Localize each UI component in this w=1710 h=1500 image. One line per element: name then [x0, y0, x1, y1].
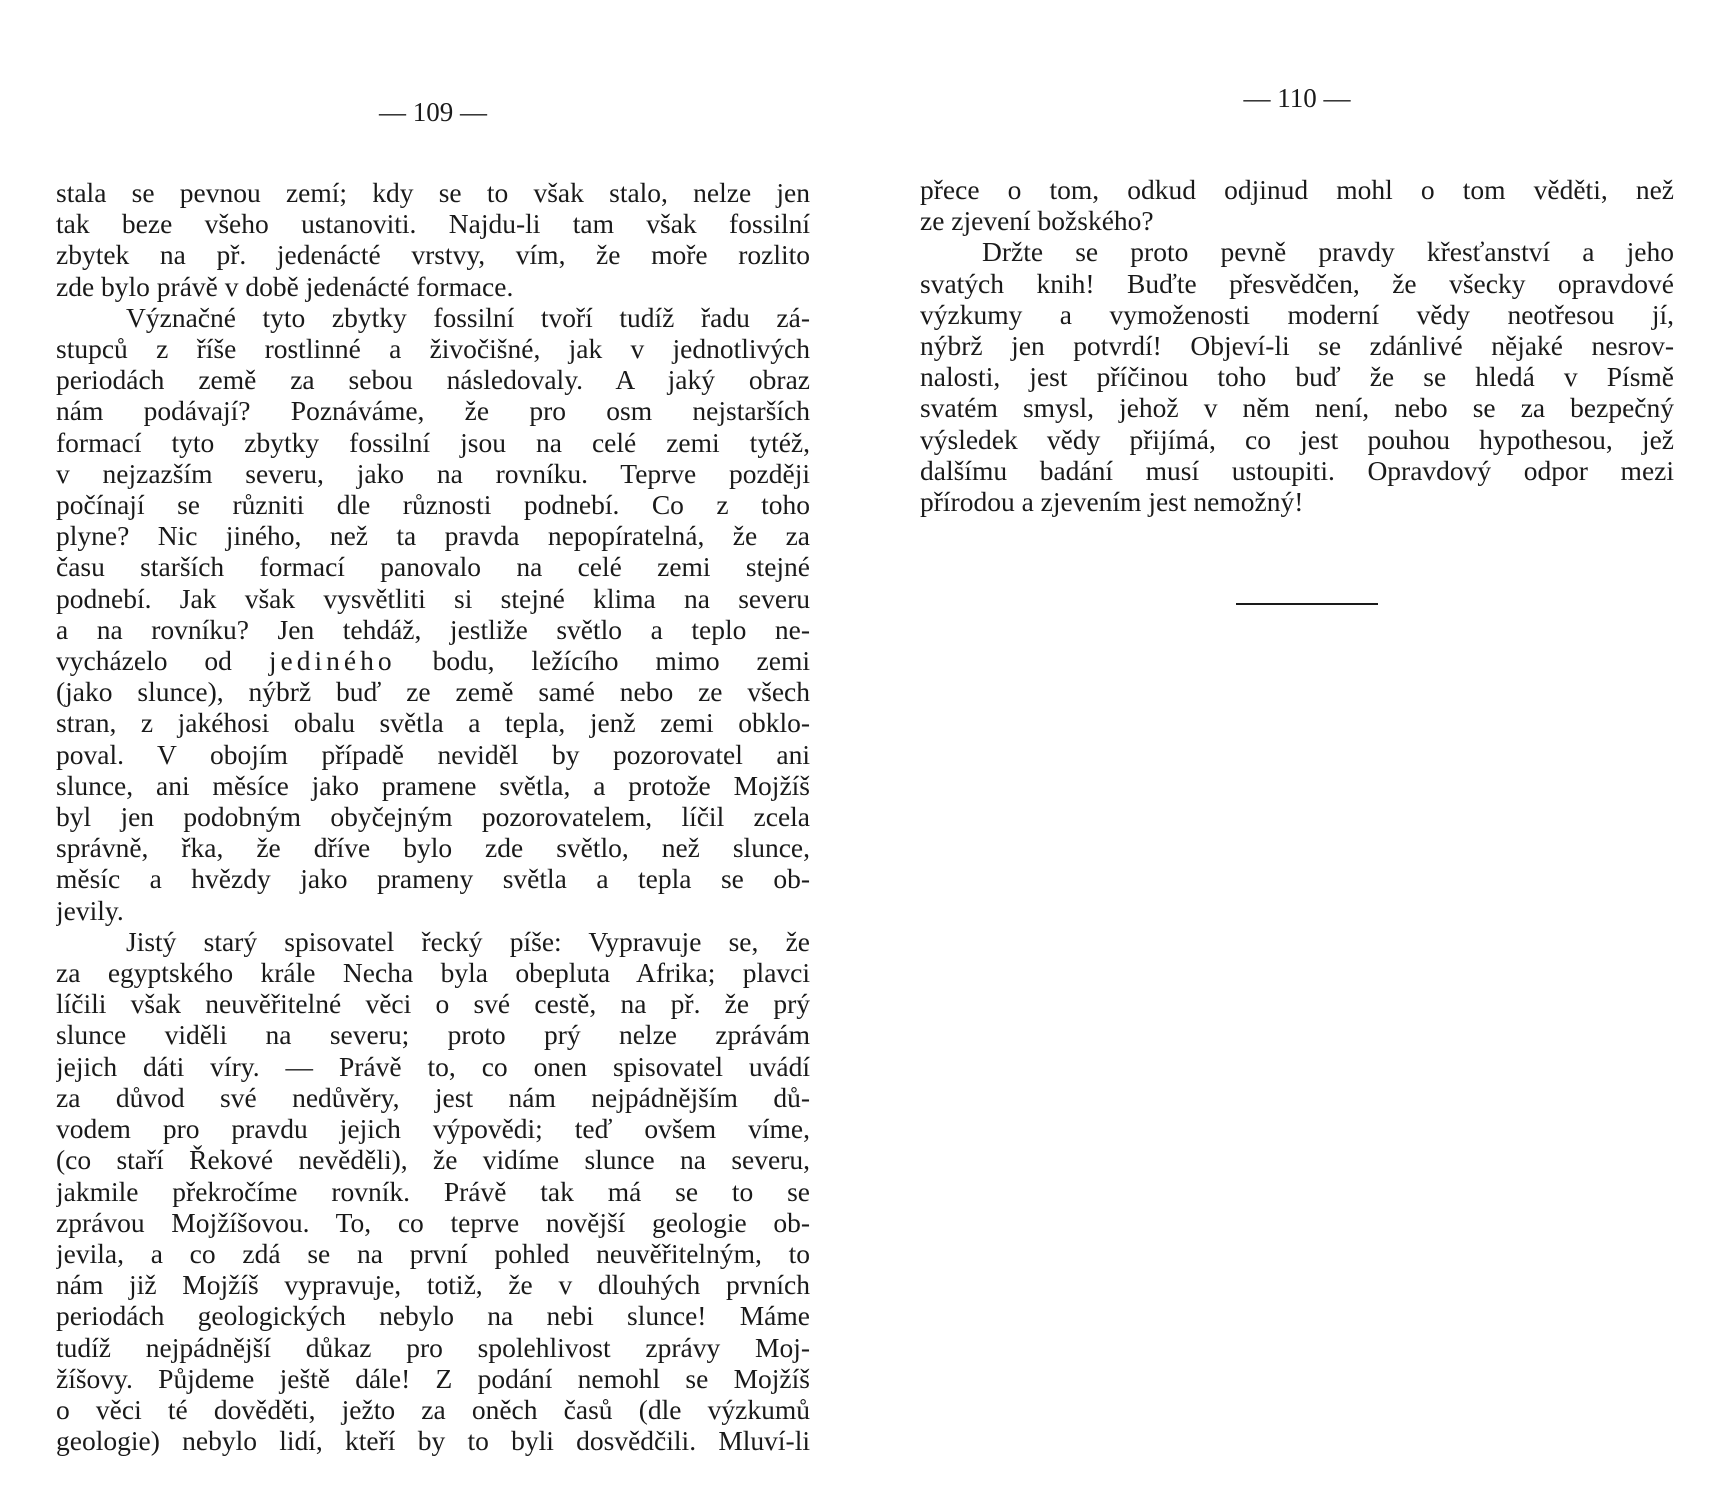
- text-line: formací tyto zbytky fossilní jsou na celé zemi tytéž,: [56, 426, 810, 458]
- text-line: zprávou Mojžíšovou. To, co teprve novější geologie ob-: [56, 1206, 810, 1238]
- text-line: stupců z říše rostlinné a živočišné, jak v jednotlivých: [56, 333, 810, 365]
- text-line: nám podávají? Poznáváme, že pro osm nejstarších: [56, 395, 810, 427]
- text-line: slunce, ani měsíce jako pramene světla, a protože Mojžíš: [56, 769, 810, 801]
- text-line: jevily.: [56, 894, 124, 926]
- page-number-left: — 109 —: [379, 97, 487, 127]
- paragraph-start-line: Význačné tyto zbytky fossilní tvoří tudíž řadu zá-: [126, 301, 810, 333]
- text-line: přírodou a zjevením jest nemožný!: [920, 486, 1304, 518]
- text-line-emphasis: [56, 645, 810, 676]
- text-line: správně, řka, že dříve bylo zde světlo, než slunce,: [56, 832, 810, 864]
- text-line: výsledek vědy přijímá, co jest pouhou hypothesou, jež: [920, 423, 1674, 455]
- text-line: nalosti, jest příčinou toho buď že se hledá v Písmě: [920, 361, 1674, 393]
- right-page: [920, 0, 1674, 605]
- text-line: periodách geologických nebylo na nebi slunce! Máme: [56, 1300, 810, 1332]
- text-line: (co staří Řekové nevěděli), že vidíme slunce na severu,: [56, 1144, 810, 1176]
- text-line: jakmile překročíme rovník. Právě tak má se to se: [56, 1175, 810, 1207]
- text-line: zde bylo právě v době jedenácté formace.: [56, 270, 514, 302]
- text-line: počínají se různiti dle různosti podnebí. Co z toho: [56, 489, 810, 521]
- text-line: měsíc a hvězdy jako prameny světla a tepla se ob-: [56, 863, 810, 895]
- text-segment: vycházelo od: [56, 645, 232, 677]
- text-line: o věci té dověděti, ježto za oněch časů (dle výzkumů: [56, 1393, 810, 1425]
- text-line: tudíž nejpádnější důkaz pro spolehlivost zprávy Moj-: [56, 1331, 810, 1363]
- text-line: přece o tom, odkud odjinud mohl o tom věděti, než: [920, 174, 1674, 205]
- text-line: slunce viděli na severu; proto prý nelze zprávám: [56, 1019, 810, 1051]
- paragraph-start-line: Jistý starý spisovatel řecký píše: Vypravuje se, že: [126, 925, 810, 957]
- text-line: a na rovníku? Jen tehdáž, jestliže světlo a teplo ne-: [56, 613, 810, 645]
- emphasized-word: jediného: [268, 645, 396, 677]
- text-line: zbytek na př. jedenácté vrstvy, vím, že moře rozlito: [56, 239, 810, 271]
- text-line: podnebí. Jak však vysvětliti si stejné klima na severu: [56, 582, 810, 614]
- text-line: svatých knih! Buďte přesvědčen, že všecky opravdové: [920, 267, 1674, 299]
- text-line: plyne? Nic jiného, než ta pravda nepopíratelná, že za: [56, 520, 810, 552]
- section-end-rule: [1236, 603, 1378, 605]
- text-line: nám již Mojžíš vypravuje, totiž, že v dlouhých prvních: [56, 1269, 810, 1301]
- text-line: geologie) nebylo lidí, kteří by to byli dosvědčili. Mluví-li: [56, 1425, 810, 1457]
- text-segment: bodu, ležícího mimo zemi: [432, 645, 810, 677]
- text-line: (jako slunce), nýbrž buď ze země samé nebo ze všech: [56, 676, 810, 708]
- text-line: tak beze všeho ustanoviti. Najdu-li tam však fossilní: [56, 208, 810, 240]
- text-line: v nejzazším severu, jako na rovníku. Teprve později: [56, 457, 810, 489]
- left-page: [56, 0, 810, 1456]
- text-line: svatém smysl, jehož v něm není, nebo se za bezpečný: [920, 392, 1674, 424]
- text-line: jejich dáti víry. — Právě to, co onen spisovatel uvádí: [56, 1050, 810, 1082]
- text-line: byl jen podobným obyčejným pozorovatelem, líčil zcela: [56, 801, 810, 833]
- text-line: za důvod své nedůvěry, jest nám nejpádnějším dů-: [56, 1081, 810, 1113]
- left-page-text: [56, 177, 810, 1456]
- text-line: času starších formací panovalo na celé zemi stejné: [56, 551, 810, 583]
- text-line: výzkumy a vymoženosti moderní vědy neotřesou jí,: [920, 298, 1674, 330]
- text-line: nýbrž jen potvrdí! Objeví-li se zdánlivé nějaké nesrov-: [920, 330, 1674, 362]
- text-line: stran, z jakéhosi obalu světla a tepla, jenž zemi obklo-: [56, 707, 810, 739]
- paragraph-start-line: Držte se proto pevně pravdy křesťanství a jeho: [982, 236, 1674, 268]
- text-line: poval. V obojím případě neviděl by pozorovatel ani: [56, 738, 810, 770]
- text-line: vodem pro pravdu jejich výpovědi; teď ovšem víme,: [56, 1113, 810, 1145]
- text-line: za egyptského krále Necha byla obepluta Afrika; plavci: [56, 957, 810, 989]
- text-line: ze zjevení božského?: [920, 205, 1154, 237]
- page-number-right: — 110 —: [1243, 83, 1351, 113]
- text-line: jevila, a co zdá se na první pohled neuvěřitelným, to: [56, 1237, 810, 1269]
- text-line: žíšovy. Půjdeme ještě dále! Z podání nemohl se Mojžíš: [56, 1362, 810, 1394]
- text-line: dalšímu badání musí ustoupiti. Opravdový odpor mezi: [920, 454, 1674, 486]
- text-line: periodách země za sebou následovaly. A jaký obraz: [56, 364, 810, 396]
- right-page-text: [920, 174, 1674, 517]
- text-line: stala se pevnou zemí; kdy se to však stalo, nelze jen: [56, 177, 810, 208]
- text-line: líčili však neuvěřitelné věci o své cestě, na př. že prý: [56, 988, 810, 1020]
